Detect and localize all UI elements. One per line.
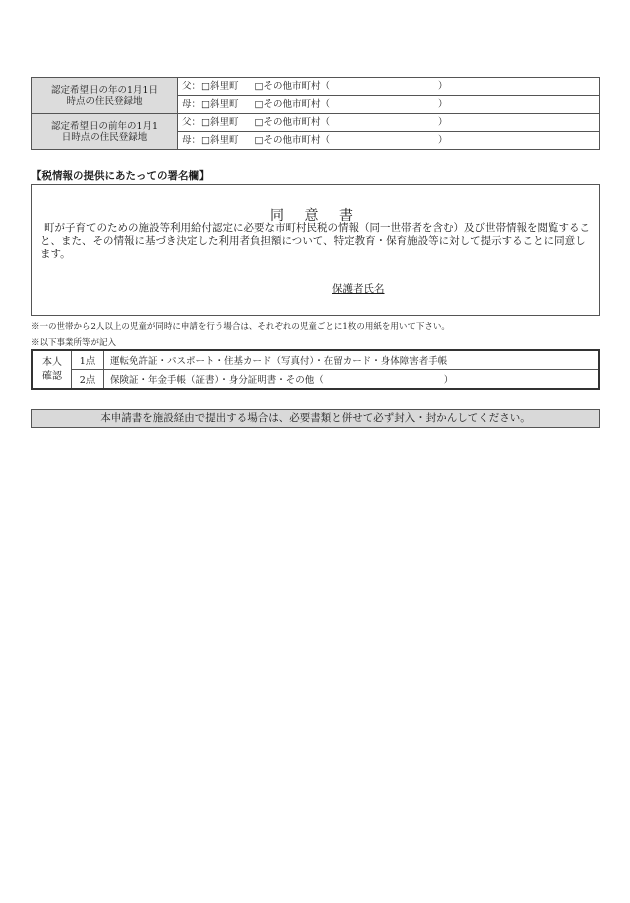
- consent-title: 同 意 書: [270, 208, 361, 224]
- note-multiple-children: ※一の世帯から2人以上の児童が同時に申請を行う場合は、それぞれの児童ごとに1枚の用紙を用いて下さい。: [31, 322, 450, 332]
- id-row-2: [32, 370, 599, 390]
- id-check-header: 本人 確認: [32, 350, 72, 389]
- residence-row-1-father: [32, 78, 600, 96]
- residence-label-current-year: 認定希望日の年の1月1日 時点の住民登録地: [32, 78, 178, 114]
- checkbox-shari-father-prev[interactable]: □斜里町: [201, 117, 239, 128]
- footer-notice: 本申請書を施設経由で提出する場合は、必要書類と併せて必ず封入・封かんしてください。: [31, 409, 600, 428]
- checkbox-shari-mother-prev[interactable]: □斜里町: [201, 135, 239, 146]
- id-row-2-text[interactable]: 保険証・年金手帳（証書）・身分証明書・その他（ ）: [104, 370, 600, 390]
- guardian-signature-label[interactable]: 保護者氏名: [332, 283, 385, 295]
- consent-body: 町が子育てのための施設等利用給付認定に必要な市町村民税の情報（同一世帯者を含む）及び世帯情報を閲覧すること、また、その情報に基づき決定した利用者負担額について、特定教育・保育施設等に対して提示することに同意します。: [40, 222, 590, 260]
- id-row-1: [32, 350, 599, 370]
- tax-section-title: 【税情報の提供にあたっての署名欄】: [31, 170, 210, 182]
- id-row-1-num: 1点: [72, 350, 104, 370]
- checkbox-shari-mother[interactable]: □斜里町: [201, 99, 239, 110]
- residence-label-previous-year: 認定希望日の前年の1月1 日時点の住民登録地: [32, 114, 178, 150]
- residence-father-previous[interactable]: 父：□斜里町 □その他市町村（ ）: [178, 114, 600, 132]
- note-office-use: ※以下事業所等が記入: [31, 338, 117, 348]
- checkbox-shari-father[interactable]: □斜里町: [201, 81, 239, 92]
- residence-mother-current[interactable]: 母：□斜里町 □その他市町村（ ）: [178, 96, 600, 114]
- checkbox-other-mother[interactable]: □その他市町村（: [254, 99, 330, 110]
- id-row-2-num: 2点: [72, 370, 104, 390]
- checkbox-other-father-prev[interactable]: □その他市町村（: [254, 117, 330, 128]
- residence-mother-previous[interactable]: 母：□斜里町 □その他市町村（ ）: [178, 132, 600, 150]
- checkbox-other-father[interactable]: □その他市町村（: [254, 81, 330, 92]
- identity-check-table: [31, 349, 600, 390]
- checkbox-other-mother-prev[interactable]: □その他市町村（: [254, 135, 330, 146]
- id-row-1-text[interactable]: 運転免許証・パスポート・住基カード（写真付）・在留カード・身体障害者手帳: [104, 350, 600, 370]
- residence-row-2-father: [32, 114, 600, 132]
- residence-table: [31, 77, 600, 150]
- consent-box: [31, 184, 600, 316]
- residence-father-current[interactable]: 父：□斜里町 □その他市町村（ ）: [178, 78, 600, 96]
